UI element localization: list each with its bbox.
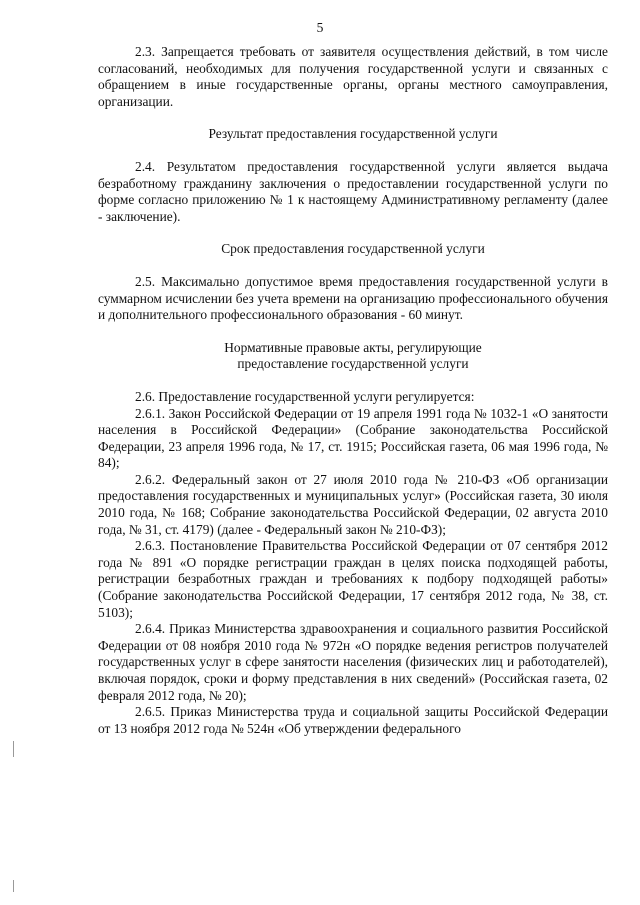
scan-artifact-mark <box>13 880 14 892</box>
paragraph-2-6-4: 2.6.4. Приказ Министерства здравоохранения и социального развития Российской Федерации от 08 ноября 2010 года № 972н «О порядке ведения регистров получателей государственных услуг в сфере занятости населения (физических лиц и работодателей), включая порядок, сроки и форму представления в них сведений» (Российская газета, 02 февраля 2012 года, № 20); <box>98 621 608 703</box>
document-body <box>98 44 608 737</box>
scan-artifact-mark <box>13 741 14 757</box>
paragraph-2-6: 2.6. Предоставление государственной услуги регулируется: <box>135 388 475 404</box>
heading-legal-acts-line-2: предоставление государственной услуги <box>237 356 469 372</box>
paragraph-2-6-1: 2.6.1. Закон Российской Федерации от 19 апреля 1991 года № 1032-1 «О занятости населения в Российской Федерации» (Собрание законодательства Российской Федерации, 23 апреля 1996 года, № 17, ст. 1915; Российская газета, 06 мая 1996 года, № 84); <box>98 405 608 471</box>
paragraph-2-5: 2.5. Максимально допустимое время предоставления государственной услуги в суммарном исчислении без учета времени на организацию профессионального обучения и дополнительного профессионального образования - 60 минут. <box>98 273 608 323</box>
paragraph-2-6-2: 2.6.2. Федеральный закон от 27 июля 2010 года № 210-ФЗ «Об организации предоставления государственных и муниципальных услуг» (Российская газета, 30 июля 2010 года, № 168; Собрание законодательства Российской Федерации, 02 августа 2010 года, № 31, ст. 4179) (далее - Федеральный закон № 210-ФЗ); <box>98 471 608 537</box>
paragraph-2-4: 2.4. Результатом предоставления государственной услуги является выдача безработному гражданину заключения о предоставлении государственной услуги по форме согласно приложению № 1 к настоящему Административному регламенту (далее - заключение). <box>98 158 608 224</box>
page-number: 5 <box>316 20 324 35</box>
paragraph-2-3: 2.3. Запрещается требовать от заявителя осуществления действий, в том числе согласований, необходимых для получения государственной услуги и связанных с обращением в иные государственные органы, органы местного самоуправления, организации. <box>98 44 608 109</box>
heading-service-result: Результат предоставления государственной услуги <box>208 126 498 142</box>
heading-legal-acts <box>98 340 608 373</box>
heading-service-term: Срок предоставления государственной услуги <box>221 241 485 257</box>
paragraph-2-6-5: 2.6.5. Приказ Министерства труда и социальной защиты Российской Федерации от 13 ноября 2012 года № 524н «Об утверждении федерального <box>98 704 608 736</box>
paragraph-2-6-3: 2.6.3. Постановление Правительства Российской Федерации от 07 сентября 2012 года № 891 «О порядке регистрации граждан в целях поиска подходящей работы, регистрации безработных граждан и требованиях к подбору подходящей работы» (Собрание законодательства Российской Федерации, 17 сентября 2012 года, № 38, ст. 5103); <box>98 538 608 620</box>
heading-legal-acts-line-1: Нормативные правовые акты, регулирующие <box>224 339 482 355</box>
